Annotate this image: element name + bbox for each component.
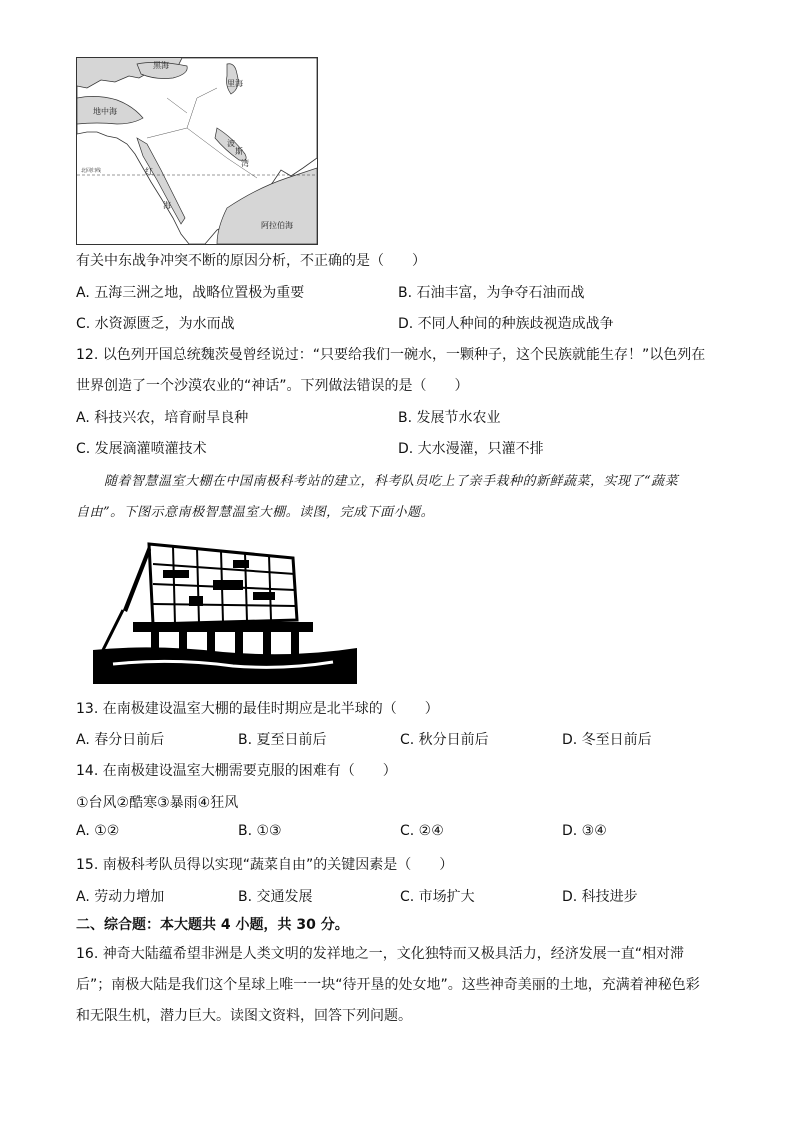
q16-line3: 和无限生机，潜力巨大。读图文资料，回答下列问题。 — [76, 1008, 412, 1024]
q14-stem: 14. 在南极建设温室大棚需要克服的困难有（ ） — [76, 763, 397, 779]
q11-option-d[interactable]: D. 不同人种间的种族歧视造成战争 — [398, 316, 614, 332]
antarctic-greenhouse-photo — [93, 540, 357, 684]
q14-option-d[interactable]: D. ③④ — [562, 823, 607, 839]
q15-option-b[interactable]: B. 交通发展 — [238, 889, 313, 905]
q16-line2: 后”；南极大陆是我们这个星球上唯一一块“待开垦的处女地”。这些神奇美丽的土地，充满着神秘色彩 — [76, 977, 700, 993]
q12-stem-line2: 世界创造了一个沙漠农业的“神话”。下列做法错误的是（ ） — [76, 378, 469, 394]
q12-option-c[interactable]: C. 发展滴灌喷灌技术 — [76, 441, 207, 457]
middle-east-map — [76, 57, 318, 245]
label-red-sea-2: 海 — [163, 201, 171, 210]
q11-option-a[interactable]: A. 五海三洲之地，战略位置极为重要 — [76, 285, 305, 301]
q11-option-c[interactable]: C. 水资源匮乏，为水而战 — [76, 316, 235, 332]
q13-option-d[interactable]: D. 冬至日前后 — [562, 732, 652, 748]
q14-option-c[interactable]: C. ②④ — [400, 823, 444, 839]
q11-stem: 有关中东战争冲突不断的原因分析，不正确的是（ ） — [76, 253, 426, 269]
q11-option-b[interactable]: B. 石油丰富，为争夺石油而战 — [398, 285, 585, 301]
label-black-sea: 黑海 — [153, 61, 169, 70]
q12-option-d[interactable]: D. 大水漫灌，只灌不排 — [398, 441, 544, 457]
q12-option-b[interactable]: B. 发展节水农业 — [398, 410, 501, 426]
passage-line1: 随着智慧温室大棚在中国南极科考站的建立，科考队员吃上了亲手栽种的新鲜蔬菜，实现了“蔬菜 — [104, 474, 679, 489]
q12-stem-line1: 12. 以色列开国总统魏茨曼曾经说过：“只要给我们一碗水，一颗种子，这个民族就能生存！”以色列在 — [76, 347, 706, 363]
q14-items: ①台风②酷寒③暴雨④狂风 — [76, 795, 239, 811]
map-drawing — [77, 58, 317, 244]
label-mediterranean: 地中海 — [93, 107, 117, 116]
label-arabian-sea: 阿拉伯海 — [261, 221, 293, 230]
label-tropic: 北回归线 — [81, 168, 102, 174]
q14-option-b[interactable]: B. ①③ — [238, 823, 282, 839]
label-persian-gulf-2: 斯 — [235, 147, 243, 156]
q16-line1: 16. 神奇大陆蕴希望非洲是人类文明的发祥地之一，文化独特而又极具活力，经济发展一直“相对滞 — [76, 946, 684, 962]
q13-option-b[interactable]: B. 夏至日前后 — [238, 732, 327, 748]
q12-option-a[interactable]: A. 科技兴农，培育耐旱良种 — [76, 410, 249, 426]
q15-stem: 15. 南极科考队员得以实现“蔬菜自由”的关键因素是（ ） — [76, 857, 454, 873]
q15-option-a[interactable]: A. 劳动力增加 — [76, 889, 165, 905]
q13-option-a[interactable]: A. 春分日前后 — [76, 732, 165, 748]
q13-option-c[interactable]: C. 秋分日前后 — [400, 732, 489, 748]
q14-option-a[interactable]: A. ①② — [76, 823, 120, 839]
q15-option-c[interactable]: C. 市场扩大 — [400, 889, 475, 905]
passage-line2: 自由”。下图示意南极智慧温室大棚。读图，完成下面小题。 — [76, 505, 435, 520]
label-red-sea-1: 红 — [145, 167, 153, 176]
label-caspian-sea: 里海 — [227, 79, 243, 88]
q13-stem: 13. 在南极建设温室大棚的最佳时期应是北半球的（ ） — [76, 701, 439, 717]
label-persian-gulf-3: 湾 — [241, 159, 249, 168]
label-persian-gulf-1: 波 — [227, 139, 235, 148]
q15-option-d[interactable]: D. 科技进步 — [562, 889, 638, 905]
section2-heading: 二、综合题：本大题共 4 小题，共 30 分。 — [76, 917, 349, 933]
